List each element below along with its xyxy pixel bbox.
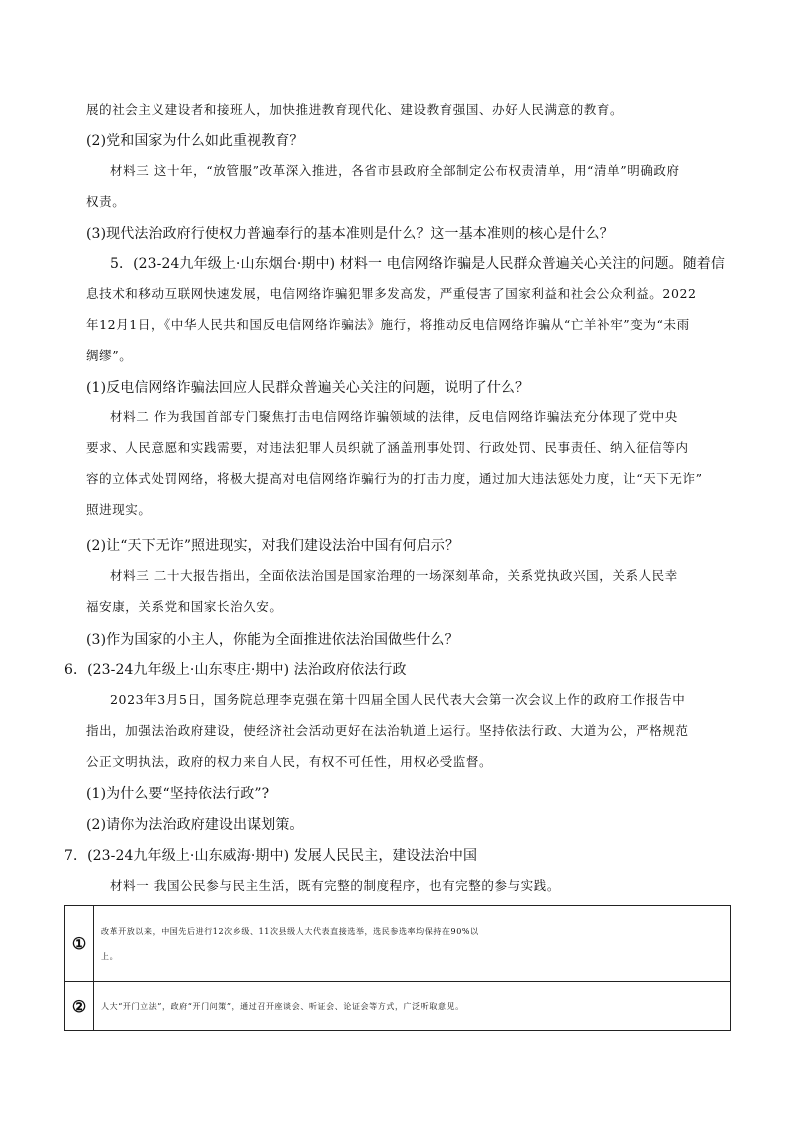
- material-2-line: 照进现实。: [86, 502, 152, 517]
- question-3: (3)作为国家的小主人，你能为全面推进依法治国做些什么？: [86, 632, 459, 648]
- question-2: (2)让“天下无诈”照进现实，对我们建设法治中国有何启示？: [86, 538, 460, 554]
- row-number: ②: [65, 982, 94, 1031]
- material-3-line: 福安康，关系党和国家长治久安。: [86, 599, 283, 614]
- row-text-line: 改革开放以来，中国先后进行12次乡级、11次县级人大代表直接选举，选民参选率均保持在90%以: [101, 926, 479, 936]
- material-1-line: 材料一 我国公民参与民主生活，既有完整的制度程序，也有完整的参与实践。: [110, 878, 560, 893]
- material-2-line: 容的立体式处罚网络，将极大提高对电信网络诈骗行为的打击力度，通过加大违法惩处力度，让“天下无诈”: [86, 471, 703, 486]
- row-text: [94, 982, 731, 1031]
- material-table: [64, 905, 731, 1031]
- problem-6-material-line: 2023年3月5日，国务院总理李克强在第十四届全国人民代表大会第一次会议上作的政府工作报告中: [110, 692, 686, 707]
- question-1: (1)为什么要“坚持依法行政”?: [86, 786, 270, 802]
- material-3-line: 材料三 这十年，“放管服”改革深入推进，各省市县政府全部制定公布权责清单，用“清单”明确政府: [110, 163, 680, 178]
- material-3-line: 材料三 二十大报告指出，全面依法治国是国家治理的一场深刻革命，关系党执政兴国，关系人民幸: [110, 568, 678, 583]
- question-1: (1)反电信网络诈骗法回应人民群众普遍关心关注的问题，说明了什么？: [86, 380, 530, 396]
- row-number: ①: [65, 906, 94, 982]
- table-row: [65, 906, 731, 982]
- problem-6-heading: 6．(23-24九年级上·山东枣庄·期中) 法治政府依法行政: [64, 662, 407, 678]
- material-2-line: 材料二 作为我国首部专门聚焦打击电信网络诈骗领域的法律，反电信网络诈骗法充分体现了党中央: [110, 409, 678, 424]
- problem-6-material-line: 公正文明执法，政府的权力来自人民，有权不可任性，用权必受监督。: [86, 754, 493, 769]
- table-row: [65, 982, 731, 1031]
- row-text: [94, 906, 731, 982]
- problem-6-material-line: 指出，加强法治政府建设，使经济社会活动更好在法治轨道上运行。坚持依法行政、大道为公，严格规范: [86, 723, 689, 738]
- row-text-line: 人大“开门立法”，政府“开门问策”，通过召开座谈会、听证会、论证会等方式，广泛听取意见。: [101, 1001, 464, 1011]
- question-2: (2)请你为法治政府建设出谋划策。: [86, 817, 304, 833]
- paragraph-line: 展的社会主义建设者和接班人，加快推进教育现代化、建设教育强国、办好人民满意的教育。: [86, 102, 624, 117]
- problem-5-heading: 5．(23-24九年级上·山东烟台·期中) 材料一 电信网络诈骗是人民群众普遍关心关注的问题。随着信: [110, 256, 725, 272]
- material-1-line: 息技术和移动互联网快速发展，电信网络诈骗犯罪多发高发，严重侵害了国家利益和社会公众利益。2022: [86, 286, 697, 301]
- problem-7-heading: 7．(23-24九年级上·山东威海·期中) 发展人民民主，建设法治中国: [64, 848, 478, 864]
- row-text-line: 上。: [101, 951, 119, 961]
- material-1-line: 绸缪”。: [86, 348, 133, 363]
- material-3-line: 权责。: [86, 194, 126, 209]
- material-1-line: 年12月1日，《中华人民共和国反电信网络诈骗法》施行，将推动反电信网络诈骗从“亡羊补牢”变为“未雨: [86, 317, 690, 332]
- question-2: (2)党和国家为什么如此重视教育？: [86, 133, 304, 149]
- material-2-line: 要求、人民意愿和实践需要，对违法犯罪人员织就了涵盖刑事处罚、行政处罚、民事责任、纳入征信等内: [86, 440, 689, 455]
- question-3: (3)现代法治政府行使权力普遍奉行的基本准则是什么？这一基本准则的核心是什么？: [86, 226, 614, 242]
